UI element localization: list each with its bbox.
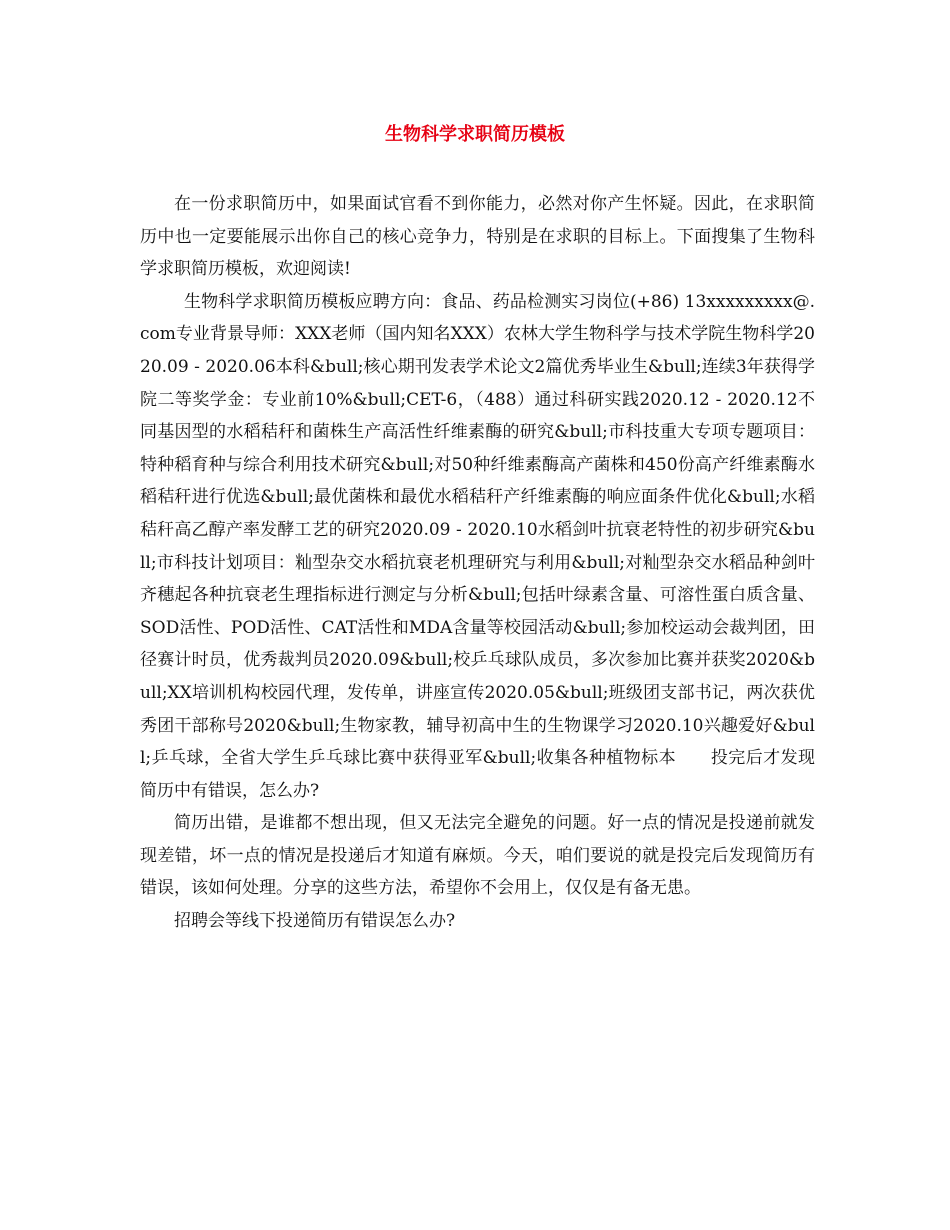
resume-error-paragraph: 简历出错，是谁都不想出现，但又无法完全避免的问题。好一点的情况是投递前就发现差错，坏一点的情况是投递后才知道有麻烦。今天，咱们要说的就是投完后发现简历有错误，该如何处理。分享的这些方法，希望你不会用上，仅仅是有备无患。 <box>140 813 815 899</box>
offline-submission-question: 招聘会等线下投递简历有错误怎么办? <box>174 911 456 932</box>
intro-paragraph: 在一份求职简历中，如果面试官看不到你能力，必然对你产生怀疑。因此，在求职简历中也一定要能展示出你自己的核心竞争力，特别是在求职的目标上。下面搜集了生物科学求职简历模板，欢迎阅读! <box>140 194 815 280</box>
resume-template-paragraph: 生物科学求职简历模板应聘方向：食品、药品检测实习岗位(+86) 13xxxxxxxxx@.com专业背景导师：XXX老师（国内知名XXX）农林大学生物科学与技术学院生物科学2020.09 - 2020.06本科&bull;核心期刊发表学术论文2篇优秀毕业生&bull;连续3年获得学院二等奖学金：专业前10%&bull;CET-6，（488）通过科研实践2020.12 - 2020.12不同基因型的水稻秸秆和菌株生产高活性纤维素酶的研究&bull;市科技重大专项专题项目：特种稻育种与综合利用技术研究&bull;对50种纤维素酶高产菌株和450份高产纤维素酶水稻秸秆进行优选&bull;最优菌株和最优水稻秸秆产纤维素酶的响应面条件优化&bull;水稻秸秆高乙醇产率发酵工艺的研究2020.09 - 2020.10水稻剑叶抗衰老特性的初步研究&bull;市科技计划项目：籼型杂交水稻抗衰老机理研究与利用&bull;对籼型杂交水稻品种剑叶齐穗起各种抗衰老生理指标进行测定与分析&bull;包括叶绿素含量、可溶性蛋白质含量、SOD活性、POD活性、CAT活性和MDA含量等校园活动&bull;参加校运动会裁判团，田径赛计时员，优秀裁判员2020.09&bull;校乒乓球队成员，多次参加比赛并获奖2020&bull;XX培训机构校园代理，发传单，讲座宣传2020.05&bull;班级团支部书记，两次获优秀团干部称号2020&bull;生物家教，辅导初高中生的生物课学习2020.10兴趣爱好&bull;乒乓球，全省大学生乒乓球比赛中获得亚军&bull;收集各种植物标本 投完后才发现简历中有错误，怎么办? <box>140 291 815 801</box>
document-title: 生物科学求职简历模板 <box>385 124 565 145</box>
document-body <box>140 188 815 938</box>
